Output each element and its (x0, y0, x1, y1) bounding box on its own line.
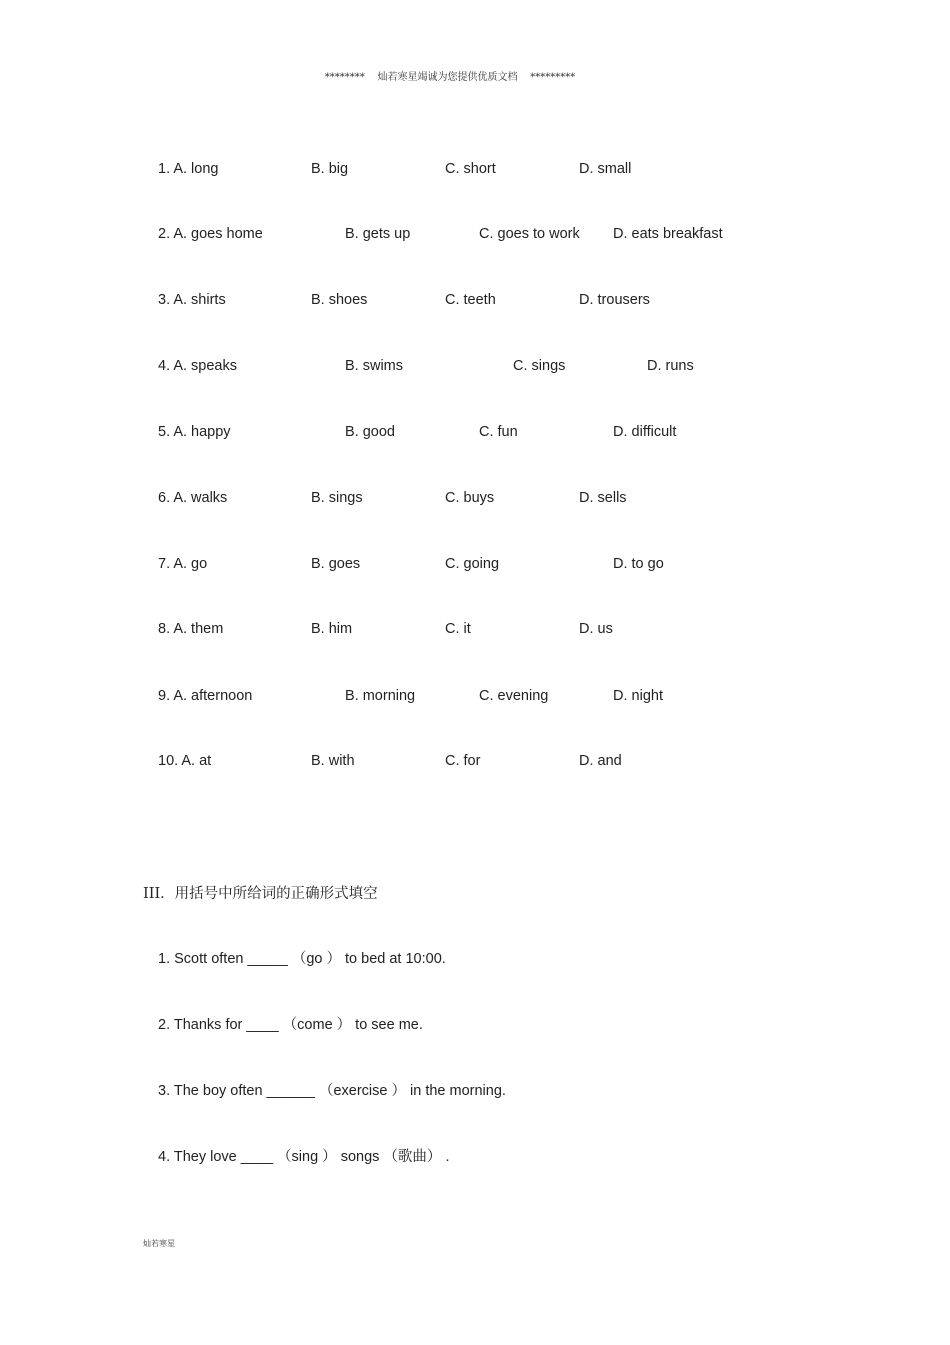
fill-blank-item: 4. They love ____ （sing ） songs （歌曲） . (158, 1149, 450, 1165)
option-d: D. runs (647, 358, 694, 374)
option-d: D. and (579, 753, 622, 769)
option-c: C. fun (479, 424, 518, 440)
option-d: D. night (613, 688, 663, 704)
fill-blank-item: 3. The boy often ______ （exercise ） in the morning. (158, 1083, 506, 1099)
option-c: C. short (445, 161, 496, 177)
option-b: B. morning (345, 688, 416, 704)
option-a: 5. A. happy (158, 424, 231, 440)
option-c: C. buys (445, 490, 495, 506)
option-a: 10. A. at (158, 753, 212, 769)
option-d: D. eats breakfast (613, 226, 723, 242)
option-b: B. sings (311, 490, 363, 506)
option-a: 6. A. walks (158, 490, 228, 506)
option-a: 7. A. go (158, 556, 208, 572)
page-header: ******** 灿若寒星竭诚为您提供优质文档 ********* (324, 72, 576, 83)
option-b: B. swims (345, 358, 403, 374)
option-d: D. small (579, 161, 632, 177)
page-footer: 灿若寒星 (143, 1239, 175, 1248)
option-d: D. difficult (613, 424, 677, 440)
option-a: 9. A. afternoon (158, 688, 253, 704)
option-d: D. trousers (579, 292, 650, 308)
option-c: C. evening (479, 688, 549, 704)
option-c: C. going (445, 556, 500, 572)
option-d: D. us (579, 621, 613, 637)
option-c: C. sings (513, 358, 566, 374)
option-c: C. teeth (445, 292, 496, 308)
fill-blank-item: 2. Thanks for ____ （come ） to see me. (158, 1017, 423, 1033)
option-b: B. goes (311, 556, 361, 572)
section-title: III．用括号中所给词的正确形式填空 (143, 886, 378, 902)
option-b: B. big (311, 161, 349, 177)
option-a: 8. A. them (158, 621, 224, 637)
option-a: 3. A. shirts (158, 292, 226, 308)
option-a: 4. A. speaks (158, 358, 237, 374)
option-b: B. good (345, 424, 395, 440)
option-c: C. goes to work (479, 226, 580, 242)
fill-blank-item: 1. Scott often _____ （go ） to bed at 10:00. (158, 951, 446, 967)
option-b: B. with (311, 753, 355, 769)
option-d: D. to go (613, 556, 664, 572)
option-c: C. for (445, 753, 481, 769)
option-b: B. gets up (345, 226, 411, 242)
option-c: C. it (445, 621, 471, 637)
option-b: B. shoes (311, 292, 368, 308)
option-b: B. him (311, 621, 353, 637)
option-d: D. sells (579, 490, 627, 506)
option-a: 1. A. long (158, 161, 219, 177)
option-a: 2. A. goes home (158, 226, 263, 242)
